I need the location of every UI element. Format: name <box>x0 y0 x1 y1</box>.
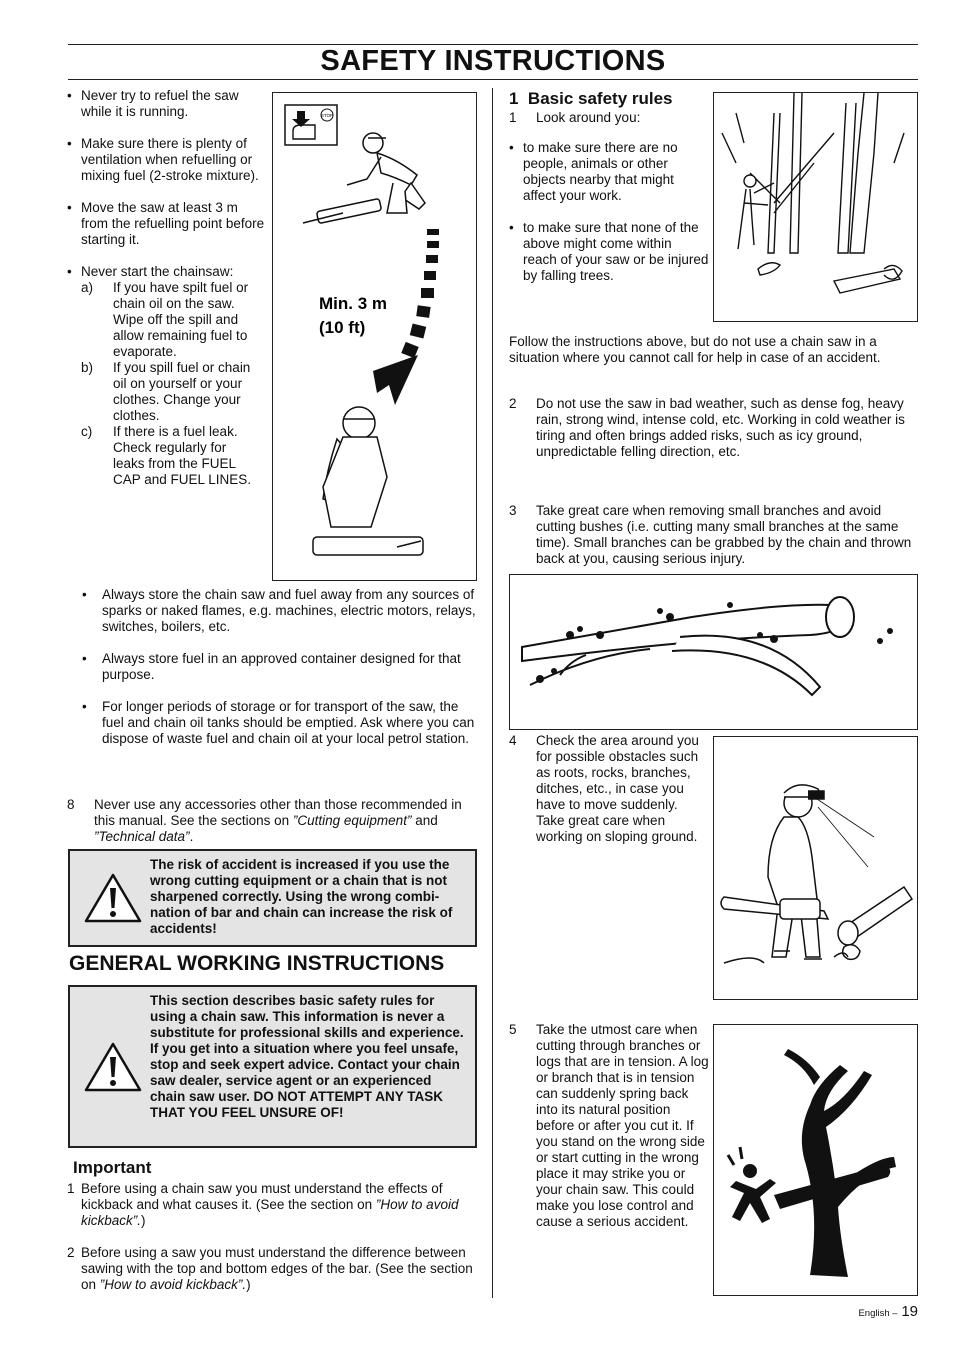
tension-figure <box>713 1024 918 1296</box>
right-item-3 <box>509 503 919 567</box>
figure-label-line2: (10 ft) <box>319 318 366 337</box>
never-start-item <box>81 424 267 488</box>
item-8-text2: and <box>411 813 438 828</box>
item-number: 1 <box>67 1181 75 1196</box>
right-item-4 <box>509 733 709 845</box>
page-number: 19 <box>901 1303 918 1320</box>
never-start-text: • Never start the chainsaw: <box>81 264 234 279</box>
heading-text: Basic safety rules <box>527 89 673 108</box>
tension-illustration <box>714 1025 917 1295</box>
page-title: SAFETY INSTRUCTIONS <box>320 45 666 77</box>
figure-label: Min. 3 m <box>319 294 388 313</box>
warning-box-general <box>68 985 477 1148</box>
right-item-1 <box>509 110 709 126</box>
item-8-ref1: ”Cutting equipment” <box>292 813 412 828</box>
look-bullet: • to make sure that none of the above might come within reach of your saw or be injured by falling trees. <box>509 220 709 284</box>
stop-sign-text: STOP <box>320 113 334 118</box>
item-number: 4 <box>509 733 517 748</box>
warning-triangle-icon <box>84 1041 142 1093</box>
important-item <box>67 1181 477 1229</box>
item-number: 3 <box>509 503 517 518</box>
storage-bullet: • Always store the chain saw and fuel away from any sources of sparks or naked flames, e.g. machines, electric motors, relays, switches, boilers, etc. <box>82 587 478 635</box>
item-text <box>81 1181 477 1229</box>
item-8 <box>67 797 477 845</box>
svg-text:Min. 3 m (10 ft) <box>319 294 392 337</box>
item-8-text3: . <box>189 829 194 844</box>
page-footer <box>820 1304 918 1322</box>
important-end: ) <box>246 1277 251 1292</box>
refuel-distance-figure <box>272 92 477 581</box>
important-heading: Important <box>73 1158 152 1177</box>
warning-text: This section describes basic safety rules for using a chain saw. This information is never a substitute for professional skills and experience. If you get into a situation where you feel unsafe, stop and seek expert advice. Contact your chain saw dealer, service agent or an experienced chain saw user. DO NOT ATTEMPT ANY TASK THAT YOU FEEL UNSURE OF! <box>150 993 464 1120</box>
never-start-item <box>81 360 267 424</box>
important-text: Before using a saw you must understand the difference between sawing with the top and bottom edges of the bar. (See the section on <box>81 1245 473 1292</box>
header-bottom-rule <box>68 79 918 80</box>
right-item-2 <box>509 396 919 460</box>
branches-illustration <box>510 575 917 729</box>
obstacles-figure <box>713 736 918 1000</box>
follow-instructions-text: Follow the instructions above, but do not use a chain saw in a situation where you cannot call for help in case of an accident. <box>509 334 881 365</box>
warning-text: The risk of accident is increased if you use the wrong cutting equipment or a chain that is not sharpened correctly. Using the wrong combi-nation of bar and chain can increase the risk of accidents! <box>150 857 453 936</box>
item-number: 1 <box>509 110 517 125</box>
important-text: Before using a chain saw you must understand the effects of kickback and what causes it. (See the section on <box>81 1181 443 1212</box>
storage-list <box>82 587 478 763</box>
refuel-bullet: • Never try to refuel the saw while it is running. <box>67 88 267 120</box>
item-key: a) <box>81 280 94 295</box>
important-ref: ”How to avoid kickback”. <box>81 1197 459 1228</box>
important-item <box>67 1245 477 1293</box>
never-start-item <box>81 280 267 360</box>
refuel-bullet: • Move the saw at least 3 m from the refuelling point before starting it. <box>67 200 267 248</box>
important-end: ) <box>141 1213 146 1228</box>
storage-bullet: • For longer periods of storage or for transport of the saw, the fuel and chain oil tanks should be emptied. Ask where you can dispose of waste fuel and chain oil at your local petrol station. <box>82 699 478 747</box>
important-ref: ”How to avoid kickback”. <box>99 1277 247 1292</box>
item-number: 8 <box>67 797 75 812</box>
item-number: 2 <box>67 1245 75 1260</box>
look-around-figure <box>713 92 918 322</box>
item-text: Look around you: <box>536 110 641 125</box>
important-list <box>67 1181 477 1293</box>
item-text: Take the utmost care when cutting through branches or logs that are in tension. A log or branch that is in tension can suddenly spring back into its natural position before or after you cut it. If you stand on the wrong side or start cutting in the wrong place it may strike you or your chain saw. This could make you lose control and cause a serious accident. <box>536 1022 709 1229</box>
item-8-text1: Never use any accessories other than those recommended in this manual. See the sections on <box>94 797 462 828</box>
item-text <box>81 1245 477 1293</box>
warning-triangle-icon <box>84 872 142 924</box>
look-around-list <box>509 140 709 300</box>
refuel-list <box>67 88 267 488</box>
item-text: If you spill fuel or chain oil on yourself or your clothes. Change your clothes. <box>113 360 251 423</box>
look-bullet: • to make sure there are no people, animals or other objects nearby that might affect your work. <box>509 140 709 204</box>
refuel-bullet: • Make sure there is plenty of ventilation when refuelling or mixing fuel (2-stroke mixture). <box>67 136 267 184</box>
item-text: Check the area around you for possible obstacles such as roots, rocks, branches, ditches, etc., in case you have to move suddenly. Take great care when working on sloping ground. <box>536 733 699 844</box>
storage-bullet: • Always store fuel in an approved container designed for that purpose. <box>82 651 478 683</box>
refuel-illustration <box>273 93 476 580</box>
column-divider <box>492 88 493 1298</box>
refuel-bullet <box>67 264 267 488</box>
item-8-ref2: ”Technical data” <box>94 829 190 844</box>
item-key: b) <box>81 360 94 375</box>
obstacles-illustration <box>714 737 917 999</box>
heading-number: 1 <box>509 89 519 108</box>
item-text: If you have spilt fuel or chain oil on the saw. Wipe off the spill and allow remaining fuel to evaporate. <box>113 280 249 359</box>
item-text: Take great care when removing small branches and avoid cutting bushes (i.e. cutting many small branches at the same time). Small branches can be grabbed by the chain and thrown back at you, causing serious injury. <box>536 503 912 566</box>
section-heading-general: GENERAL WORKING INSTRUCTIONS <box>69 952 445 975</box>
item-text <box>94 797 477 845</box>
item-text: Do not use the saw in bad weather, such as dense fog, heavy rain, strong wind, intense cold, etc. Working in cold weather is tiring and often brings added risks, such as icy ground, unpredictable felling direction, etc. <box>536 396 905 459</box>
basic-safety-heading <box>509 89 673 109</box>
footer-language: English – <box>858 1308 898 1319</box>
right-item-5 <box>509 1022 709 1230</box>
trees-illustration <box>714 93 917 321</box>
item-text: If there is a fuel leak. Check regularly for leaks from the FUEL CAP and FUEL LINES. <box>113 424 252 487</box>
warning-box-equipment <box>68 849 477 947</box>
branches-figure <box>509 574 918 730</box>
item-key: c) <box>81 424 93 439</box>
item-number: 2 <box>509 396 517 411</box>
item-number: 5 <box>509 1022 517 1037</box>
